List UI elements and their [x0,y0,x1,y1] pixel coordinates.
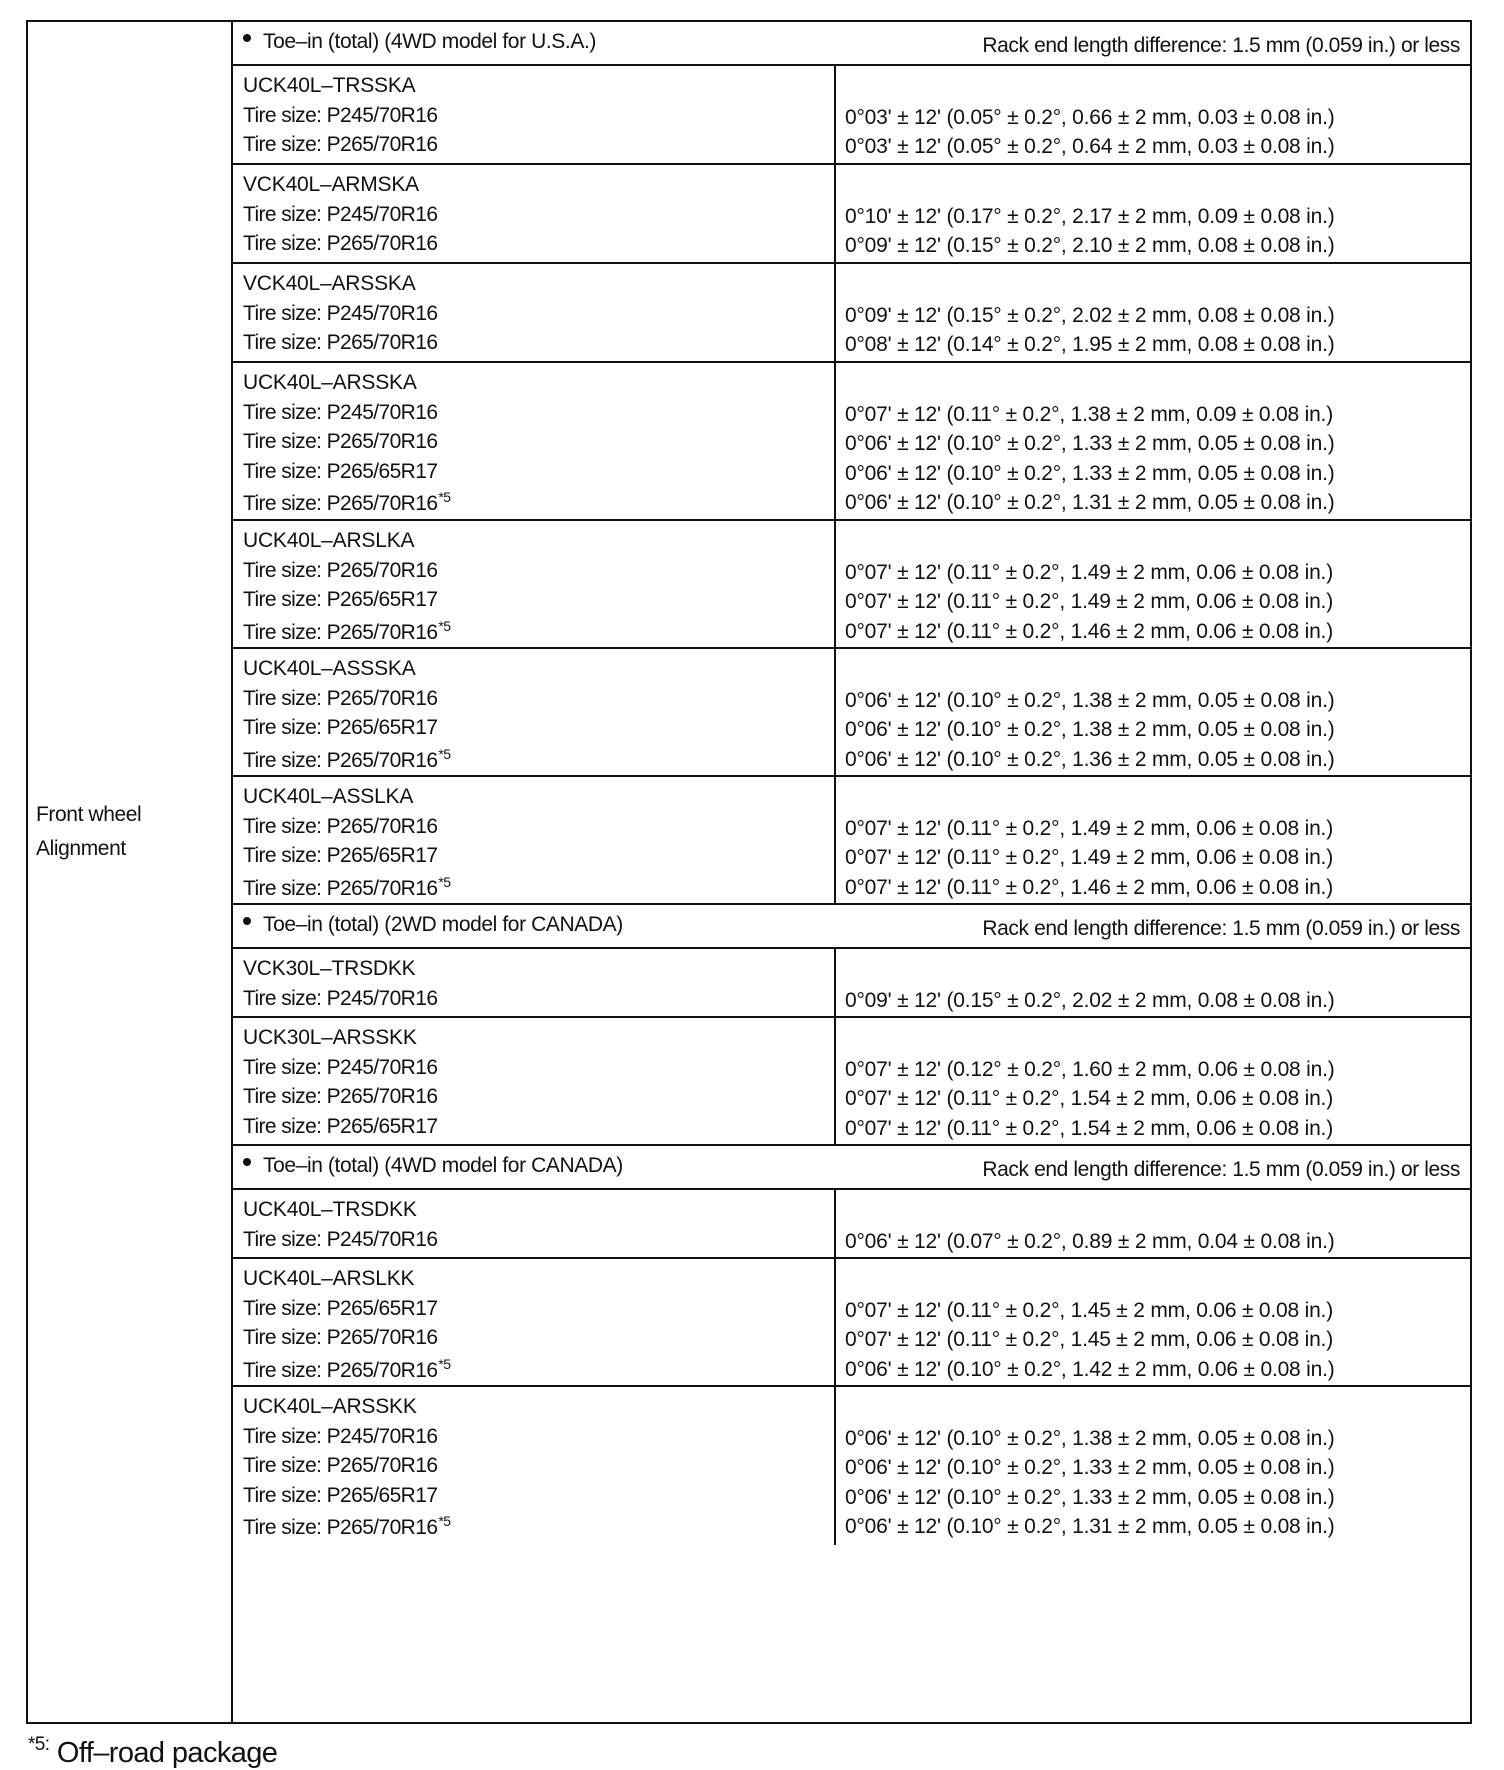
toe-in-value: 0°08' ± 12' (0.14° ± 0.2°, 1.95 ± 2 mm, 0.08 ± 0.08 in.) [845,333,1335,356]
toe-in-value: 0°03' ± 12' (0.05° ± 0.2°, 0.64 ± 2 mm, 0.03 ± 0.08 in.) [845,135,1335,158]
tire-size [243,331,437,355]
column-divider [834,1259,836,1385]
tire-size [243,232,437,256]
model-code: UCK40L–TRSSKA [243,74,416,97]
tire-size [243,430,437,454]
tire-size-text: Tire size: P265/70R16 [243,133,438,156]
footnote-ref: *5 [438,617,451,634]
tire-size-text: Tire size: P245/70R16 [243,1055,438,1079]
model-row [233,1018,1470,1146]
tire-size [243,987,437,1011]
category-label-line-1: Front wheel [36,803,142,826]
model-row [233,363,1470,521]
toe-in-value: 0°06' ± 12' (0.10° ± 0.2°, 1.38 ± 2 mm, 0.05 ± 0.08 in.) [845,718,1335,741]
toe-in-value: 0°06' ± 12' (0.10° ± 0.2°, 1.33 ± 2 mm, 0.05 ± 0.08 in.) [845,432,1335,455]
toe-in-value: 0°06' ± 12' (0.10° ± 0.2°, 1.36 ± 2 mm, 0.05 ± 0.08 in.) [845,747,1335,771]
footnote-ref: *5 [438,873,451,890]
tire-size-text: Tire size: P265/70R16 [243,620,438,644]
category-label [36,798,141,866]
tire-size [243,618,450,645]
tire-size-text: Tire size: P245/70R16 [243,103,438,127]
tire-size-text: Tire size: P265/70R16 [243,1326,438,1349]
tire-size-text: Tire size: P265/65R17 [243,459,438,483]
toe-in-value: 0°07' ± 12' (0.11° ± 0.2°, 1.49 ± 2 mm, 0.06 ± 0.08 in.) [845,590,1333,613]
tire-size [243,302,437,326]
footnote-ref: *5 [438,1355,451,1372]
model-code: UCK40L–TRSDKK [243,1198,417,1221]
footnote [28,1734,277,1770]
toe-in-value: 0°06' ± 12' (0.10° ± 0.2°, 1.38 ± 2 mm, 0.05 ± 0.08 in.) [845,688,1335,712]
tire-size [243,1115,437,1139]
tire-size [243,1056,437,1080]
tire-size-text: Tire size: P265/70R16 [243,430,438,453]
tire-size [243,588,437,612]
bullet-icon [243,917,251,925]
toe-in-value: 0°06' ± 12' (0.10° ± 0.2°, 1.33 ± 2 mm, 0.05 ± 0.08 in.) [845,1485,1335,1509]
model-row [233,1259,1470,1387]
tire-size [243,815,437,839]
tire-size-text: Tire size: P265/65R17 [243,588,438,611]
tire-size-text: Tire size: P245/70R16 [243,301,438,325]
section-header [233,22,1470,66]
column-divider [834,1190,836,1257]
tire-size-text: Tire size: P265/70R16 [243,492,438,515]
footnote-ref: *5 [438,489,451,505]
model-row [233,165,1470,264]
tire-size [243,1513,450,1540]
tire-size [243,559,437,583]
model-code: UCK40L–ARSLKK [243,1267,415,1290]
toe-in-value: 0°06' ± 12' (0.10° ± 0.2°, 1.42 ± 2 mm, 0.06 ± 0.08 in.) [845,1357,1335,1381]
alignment-spec-table [26,20,1472,1724]
model-code: UCK40L–ARSSKA [243,371,417,394]
model-code: VCK30L–TRSDKK [243,957,416,980]
rack-end-spec: Rack end length difference: 1.5 mm (0.059 in.) or less [982,917,1460,940]
model-row [233,1190,1470,1259]
column-divider [834,521,836,647]
toe-in-value: 0°06' ± 12' (0.07° ± 0.2°, 0.89 ± 2 mm, 0.04 ± 0.08 in.) [845,1229,1335,1253]
section-header [233,1146,1470,1190]
tire-size-text: Tire size: P265/70R16 [243,814,438,838]
tire-size [243,104,437,128]
toe-in-value: 0°06' ± 12' (0.10° ± 0.2°, 1.33 ± 2 mm, 0.05 ± 0.08 in.) [845,461,1335,485]
tire-size [243,489,450,516]
tire-size-text: Tire size: P265/65R17 [243,844,438,867]
tire-size-text: Tire size: P265/65R17 [243,1483,438,1507]
model-row [233,649,1470,777]
rack-end-spec: Rack end length difference: 1.5 mm (0.059 in.) or less [982,1158,1460,1181]
tire-size [243,1297,437,1321]
tire-size-text: Tire size: P265/70R16 [243,1358,438,1382]
model-row [233,1387,1470,1545]
model-row [233,777,1470,905]
toe-in-value: 0°07' ± 12' (0.11° ± 0.2°, 1.49 ± 2 mm, 0.06 ± 0.08 in.) [845,816,1333,840]
tire-size-text: Tire size: P265/70R16 [243,331,438,354]
toe-in-value: 0°06' ± 12' (0.10° ± 0.2°, 1.31 ± 2 mm, 0.05 ± 0.08 in.) [845,1515,1335,1538]
tire-size-text: Tire size: P265/70R16 [243,1516,438,1539]
column-divider [834,649,836,775]
tire-size [243,687,437,711]
section-header [233,905,1470,949]
model-row [233,949,1470,1018]
toe-in-value: 0°09' ± 12' (0.15° ± 0.2°, 2.10 ± 2 mm, 0.08 ± 0.08 in.) [845,234,1335,257]
toe-in-value: 0°07' ± 12' (0.11° ± 0.2°, 1.54 ± 2 mm, 0.06 ± 0.08 in.) [845,1087,1333,1110]
toe-in-value: 0°06' ± 12' (0.10° ± 0.2°, 1.38 ± 2 mm, 0.05 ± 0.08 in.) [845,1426,1335,1450]
section-title: Toe–in (total) (2WD model for CANADA) [263,913,623,936]
model-code: UCK40L–ARSLKA [243,529,415,552]
footnote-ref: *5 [438,745,451,762]
tire-size [243,746,450,773]
spec-column [233,22,1470,1722]
model-row [233,66,1470,165]
bullet-icon [243,1158,251,1166]
tire-size [243,1454,437,1478]
toe-in-value: 0°07' ± 12' (0.11° ± 0.2°, 1.38 ± 2 mm, 0.09 ± 0.08 in.) [845,402,1333,426]
footnote-ref: *5 [438,1513,451,1529]
toe-in-value: 0°06' ± 12' (0.10° ± 0.2°, 1.33 ± 2 mm, 0.05 ± 0.08 in.) [845,1456,1335,1479]
toe-in-value: 0°07' ± 12' (0.11° ± 0.2°, 1.45 ± 2 mm, 0.06 ± 0.08 in.) [845,1298,1333,1322]
column-divider [834,1018,836,1144]
toe-in-value: 0°10' ± 12' (0.17° ± 0.2°, 2.17 ± 2 mm, 0.09 ± 0.08 in.) [845,204,1335,228]
tire-size [243,1484,437,1508]
model-row [233,521,1470,649]
toe-in-value: 0°07' ± 12' (0.11° ± 0.2°, 1.49 ± 2 mm, 0.06 ± 0.08 in.) [845,560,1333,584]
tire-size [243,460,437,484]
tire-size [243,401,437,425]
toe-in-value: 0°07' ± 12' (0.11° ± 0.2°, 1.45 ± 2 mm, 0.06 ± 0.08 in.) [845,1328,1333,1351]
tire-size-text: Tire size: P245/70R16 [243,400,438,424]
column-divider [834,1387,836,1545]
tire-size [243,844,437,868]
tire-size-text: Tire size: P245/70R16 [243,1424,438,1448]
toe-in-value: 0°07' ± 12' (0.11° ± 0.2°, 1.46 ± 2 mm, 0.06 ± 0.08 in.) [845,619,1333,643]
tire-size-text: Tire size: P245/70R16 [243,1227,438,1251]
tire-size [243,716,437,740]
tire-size-text: Tire size: P245/70R16 [243,986,438,1010]
tire-size-text: Tire size: P245/70R16 [243,202,438,226]
tire-size-text: Tire size: P265/70R16 [243,1454,438,1477]
footnote-text: Off–road package [49,1737,278,1769]
category-column [28,22,233,1722]
tire-size-text: Tire size: P265/70R16 [243,232,438,255]
toe-in-value: 0°03' ± 12' (0.05° ± 0.2°, 0.66 ± 2 mm, 0.03 ± 0.08 in.) [845,105,1335,129]
toe-in-value: 0°09' ± 12' (0.15° ± 0.2°, 2.02 ± 2 mm, 0.08 ± 0.08 in.) [845,988,1335,1012]
bullet-icon [243,34,251,42]
column-divider [834,264,836,361]
column-divider [834,949,836,1016]
tire-size [243,1326,437,1350]
column-divider [834,165,836,262]
category-label-line-2: Alignment [36,837,126,860]
model-code: VCK40L–ARMSKA [243,173,419,196]
model-code: UCK40L–ARSSKK [243,1395,417,1418]
tire-size-text: Tire size: P265/65R17 [243,1296,438,1320]
tire-size [243,1356,450,1383]
toe-in-value: 0°07' ± 12' (0.11° ± 0.2°, 1.49 ± 2 mm, 0.06 ± 0.08 in.) [845,846,1333,869]
tire-size [243,1228,437,1252]
footnote-mark: *5: [28,1734,50,1755]
model-row [233,264,1470,363]
toe-in-value: 0°06' ± 12' (0.10° ± 0.2°, 1.31 ± 2 mm, 0.05 ± 0.08 in.) [845,491,1335,514]
toe-in-value: 0°09' ± 12' (0.15° ± 0.2°, 2.02 ± 2 mm, 0.08 ± 0.08 in.) [845,303,1335,327]
tire-size [243,1425,437,1449]
tire-size [243,133,437,157]
column-divider [834,66,836,163]
section-title: Toe–in (total) (4WD model for U.S.A.) [263,30,596,53]
tire-size-text: Tire size: P265/70R16 [243,748,438,772]
model-code: VCK40L–ARSSKA [243,272,416,295]
toe-in-value: 0°07' ± 12' (0.11° ± 0.2°, 1.46 ± 2 mm, 0.06 ± 0.08 in.) [845,875,1333,899]
tire-size-text: Tire size: P265/70R16 [243,876,438,900]
tire-size-text: Tire size: P265/65R17 [243,716,438,739]
column-divider [834,363,836,519]
model-code: UCK40L–ASSLKA [243,785,414,808]
rack-end-spec: Rack end length difference: 1.5 mm (0.059 in.) or less [982,34,1460,57]
tire-size-text: Tire size: P265/70R16 [243,1085,438,1108]
toe-in-value: 0°07' ± 12' (0.12° ± 0.2°, 1.60 ± 2 mm, 0.06 ± 0.08 in.) [845,1057,1335,1081]
model-code: UCK30L–ARSSKK [243,1026,417,1049]
model-code: UCK40L–ASSSKA [243,657,416,680]
tire-size-text: Tire size: P265/65R17 [243,1114,438,1138]
tire-size [243,203,437,227]
tire-size-text: Tire size: P265/70R16 [243,558,438,582]
column-divider [834,777,836,903]
section-title: Toe–in (total) (4WD model for CANADA) [263,1154,623,1177]
tire-size [243,1085,437,1109]
tire-size [243,874,450,901]
toe-in-value: 0°07' ± 12' (0.11° ± 0.2°, 1.54 ± 2 mm, 0.06 ± 0.08 in.) [845,1116,1333,1140]
tire-size-text: Tire size: P265/70R16 [243,686,438,710]
